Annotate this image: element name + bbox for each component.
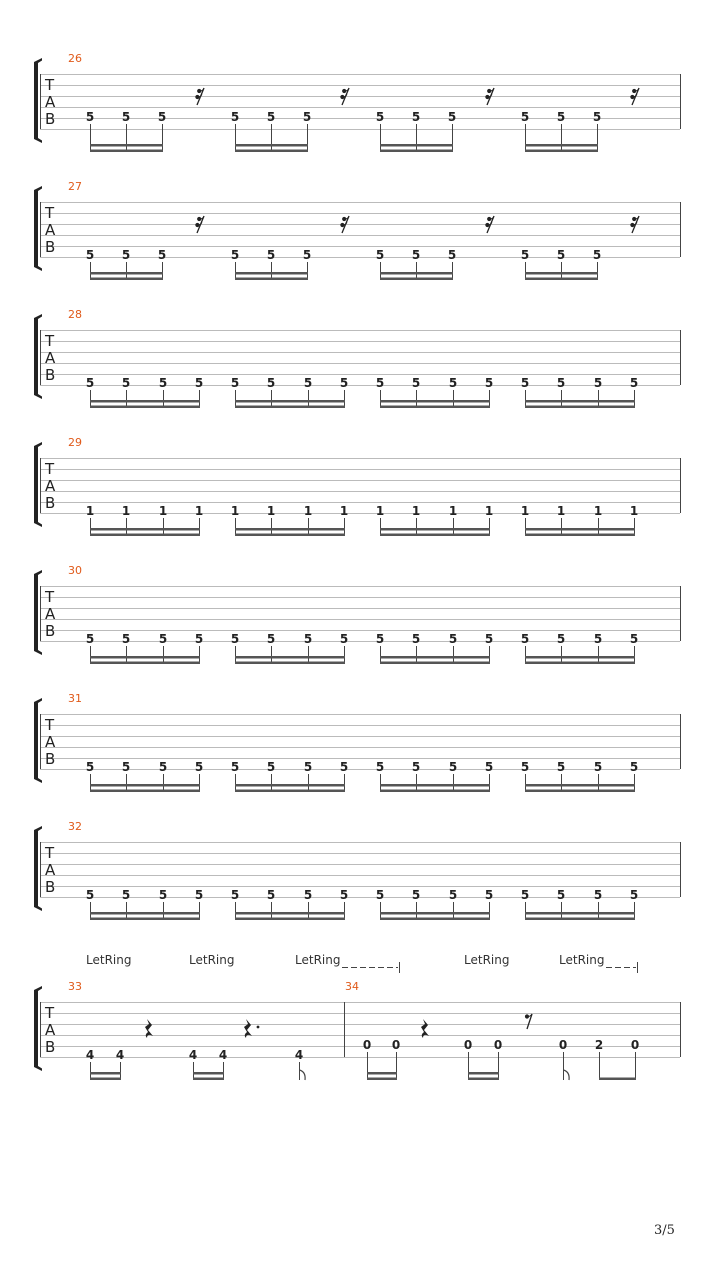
tab-note: 5 [266, 248, 276, 262]
tab-note: 5 [303, 632, 313, 646]
dot-icon [257, 1026, 260, 1029]
tab-note: 5 [266, 888, 276, 902]
tab-note: 1 [448, 504, 458, 518]
tab-system [34, 52, 681, 152]
tab-system [34, 180, 681, 280]
tab-clef-b: B [45, 110, 56, 128]
tab-note: 5 [375, 248, 385, 262]
tab-note: 1 [593, 504, 603, 518]
tab-note: 5 [85, 760, 95, 774]
tab-note: 5 [520, 760, 530, 774]
eighth-flag-icon [564, 1070, 570, 1080]
tab-note: 5 [266, 760, 276, 774]
tab-note: 4 [218, 1048, 228, 1062]
tab-note: 5 [520, 376, 530, 390]
tab-note: 5 [520, 632, 530, 646]
tab-note: 5 [556, 888, 566, 902]
tab-note: 1 [194, 504, 204, 518]
tab-note: 1 [411, 504, 421, 518]
measure-number: 27 [68, 180, 82, 193]
let-ring-label: LetRing [189, 953, 235, 967]
tab-system [34, 308, 681, 408]
tab-clef-a: A [45, 861, 56, 879]
let-ring-label: LetRing [295, 953, 341, 967]
measure-number: 30 [68, 564, 82, 577]
tab-note: 0 [558, 1038, 568, 1052]
tab-note: 1 [339, 504, 349, 518]
measure-number: 33 [68, 980, 82, 993]
tab-note: 5 [121, 248, 131, 262]
tab-note: 5 [302, 248, 312, 262]
tab-note: 5 [230, 888, 240, 902]
beam-group [90, 784, 635, 792]
tab-note: 5 [592, 110, 602, 124]
tab-clef-b: B [45, 1038, 56, 1056]
tab-note: 5 [593, 760, 603, 774]
tab-clef-t: T [45, 460, 55, 478]
tab-note: 5 [411, 760, 421, 774]
tab-note: 5 [194, 888, 204, 902]
measure-number: 32 [68, 820, 82, 833]
tab-note: 5 [375, 110, 385, 124]
tab-note: 5 [447, 110, 457, 124]
tab-note: 5 [520, 248, 530, 262]
tab-note: 5 [266, 376, 276, 390]
tab-note: 5 [447, 248, 457, 262]
tab-note: 5 [411, 632, 421, 646]
tab-note: 5 [411, 110, 421, 124]
beam-group [90, 272, 598, 280]
tab-note: 5 [85, 376, 95, 390]
tab-note: 4 [294, 1048, 304, 1062]
tab-note: 5 [629, 632, 639, 646]
tab-note: 5 [556, 760, 566, 774]
tab-clef-a: A [45, 477, 56, 495]
tab-note: 5 [157, 248, 167, 262]
tab-note: 5 [448, 760, 458, 774]
tab-clef-b: B [45, 238, 56, 256]
tab-note: 5 [593, 376, 603, 390]
tab-note: 5 [121, 760, 131, 774]
tab-note: 1 [266, 504, 276, 518]
tab-clef-a: A [45, 733, 56, 751]
tab-note: 1 [520, 504, 530, 518]
tab-clef-a: A [45, 349, 56, 367]
tab-note: 5 [593, 632, 603, 646]
tab-note: 5 [85, 888, 95, 902]
tab-note: 5 [448, 632, 458, 646]
tab-clef-t: T [45, 204, 55, 222]
tab-note: 5 [629, 888, 639, 902]
tab-note: 1 [230, 504, 240, 518]
tab-note: 1 [121, 504, 131, 518]
tab-note: 5 [230, 110, 240, 124]
beam-group [90, 656, 635, 664]
beam-group [90, 144, 598, 152]
tab-note: 5 [194, 760, 204, 774]
eighth-flag-icon [300, 1070, 306, 1080]
tab-note: 4 [115, 1048, 125, 1062]
tab-note: 5 [339, 632, 349, 646]
tab-note: 5 [158, 760, 168, 774]
tab-note: 5 [629, 376, 639, 390]
tab-note: 1 [629, 504, 639, 518]
tab-clef-t: T [45, 716, 55, 734]
tab-note: 5 [302, 110, 312, 124]
tab-note: 5 [520, 110, 530, 124]
tab-system [34, 564, 681, 664]
tab-note: 5 [484, 888, 494, 902]
tab-note: 5 [448, 888, 458, 902]
tab-note: 5 [375, 376, 385, 390]
tab-note: 5 [375, 632, 385, 646]
measure-number: 31 [68, 692, 82, 705]
tab-note: 5 [194, 632, 204, 646]
tab-clef-a: A [45, 93, 56, 111]
tab-note: 5 [629, 760, 639, 774]
tab-note: 5 [520, 888, 530, 902]
measure-number: 29 [68, 436, 82, 449]
tab-clef-a: A [45, 1021, 56, 1039]
tab-note: 5 [303, 888, 313, 902]
tab-note: 5 [158, 632, 168, 646]
let-ring-label: LetRing [559, 953, 605, 967]
tab-clef-b: B [45, 878, 56, 896]
tab-note: 5 [556, 248, 566, 262]
tab-note: 0 [493, 1038, 503, 1052]
tab-note: 0 [463, 1038, 473, 1052]
tab-note: 5 [266, 110, 276, 124]
let-ring-label: LetRing [86, 953, 132, 967]
tab-note: 5 [230, 248, 240, 262]
tab-note: 5 [121, 888, 131, 902]
tab-note: 5 [158, 376, 168, 390]
tab-note: 5 [85, 632, 95, 646]
tab-note: 5 [230, 376, 240, 390]
tab-note: 5 [157, 110, 167, 124]
tab-note: 5 [375, 760, 385, 774]
tab-note: 0 [362, 1038, 372, 1052]
tab-note: 5 [339, 888, 349, 902]
tab-clef-t: T [45, 76, 55, 94]
tab-note: 5 [194, 376, 204, 390]
tab-note: 5 [556, 376, 566, 390]
tab-system [34, 436, 681, 536]
tab-note: 4 [188, 1048, 198, 1062]
tab-note: 5 [158, 888, 168, 902]
tab-clef-a: A [45, 605, 56, 623]
tab-clef-t: T [45, 1004, 55, 1022]
tab-note: 5 [85, 110, 95, 124]
tab-note: 5 [121, 110, 131, 124]
measure-number: 26 [68, 52, 82, 65]
tab-clef-a: A [45, 221, 56, 239]
tab-system [34, 692, 681, 792]
page-number: 3/5 [654, 1223, 675, 1238]
tab-note: 1 [158, 504, 168, 518]
tab-note: 1 [375, 504, 385, 518]
tab-note: 5 [556, 632, 566, 646]
beam-group [90, 1072, 636, 1080]
tab-note: 5 [411, 376, 421, 390]
tab-note: 1 [85, 504, 95, 518]
tab-clef-t: T [45, 332, 55, 350]
tab-note: 5 [303, 760, 313, 774]
tab-note: 4 [85, 1048, 95, 1062]
let-ring-label: LetRing [464, 953, 510, 967]
tab-note: 1 [484, 504, 494, 518]
measure-number: 34 [345, 980, 359, 993]
tab-note: 5 [448, 376, 458, 390]
tab-note: 5 [121, 632, 131, 646]
tab-note: 5 [85, 248, 95, 262]
tab-clef-b: B [45, 494, 56, 512]
tab-system [34, 820, 681, 920]
tab-note: 5 [484, 632, 494, 646]
tab-clef-b: B [45, 622, 56, 640]
eighth-rest-icon [525, 1014, 532, 1029]
beam-group [90, 400, 635, 408]
tab-note: 5 [411, 248, 421, 262]
measure-number: 28 [68, 308, 82, 321]
tab-note: 5 [121, 376, 131, 390]
tab-clef-t: T [45, 844, 55, 862]
tab-note: 5 [484, 760, 494, 774]
tab-note: 5 [266, 632, 276, 646]
tab-note: 5 [592, 248, 602, 262]
beam-group [90, 528, 635, 536]
tab-note: 5 [593, 888, 603, 902]
tab-clef-b: B [45, 366, 56, 384]
tab-note: 2 [594, 1038, 604, 1052]
tab-note: 0 [391, 1038, 401, 1052]
tab-note: 1 [303, 504, 313, 518]
tab-note: 5 [375, 888, 385, 902]
tab-note: 1 [556, 504, 566, 518]
beam-group [90, 912, 635, 920]
tab-note: 5 [230, 632, 240, 646]
tab-note: 5 [556, 110, 566, 124]
tab-note: 5 [411, 888, 421, 902]
tab-note: 5 [484, 376, 494, 390]
tab-note: 5 [230, 760, 240, 774]
tab-system [34, 953, 681, 1080]
tab-note: 5 [303, 376, 313, 390]
tab-note: 5 [339, 376, 349, 390]
tab-note: 0 [630, 1038, 640, 1052]
tab-clef-t: T [45, 588, 55, 606]
tab-clef-b: B [45, 750, 56, 768]
tab-note: 5 [339, 760, 349, 774]
